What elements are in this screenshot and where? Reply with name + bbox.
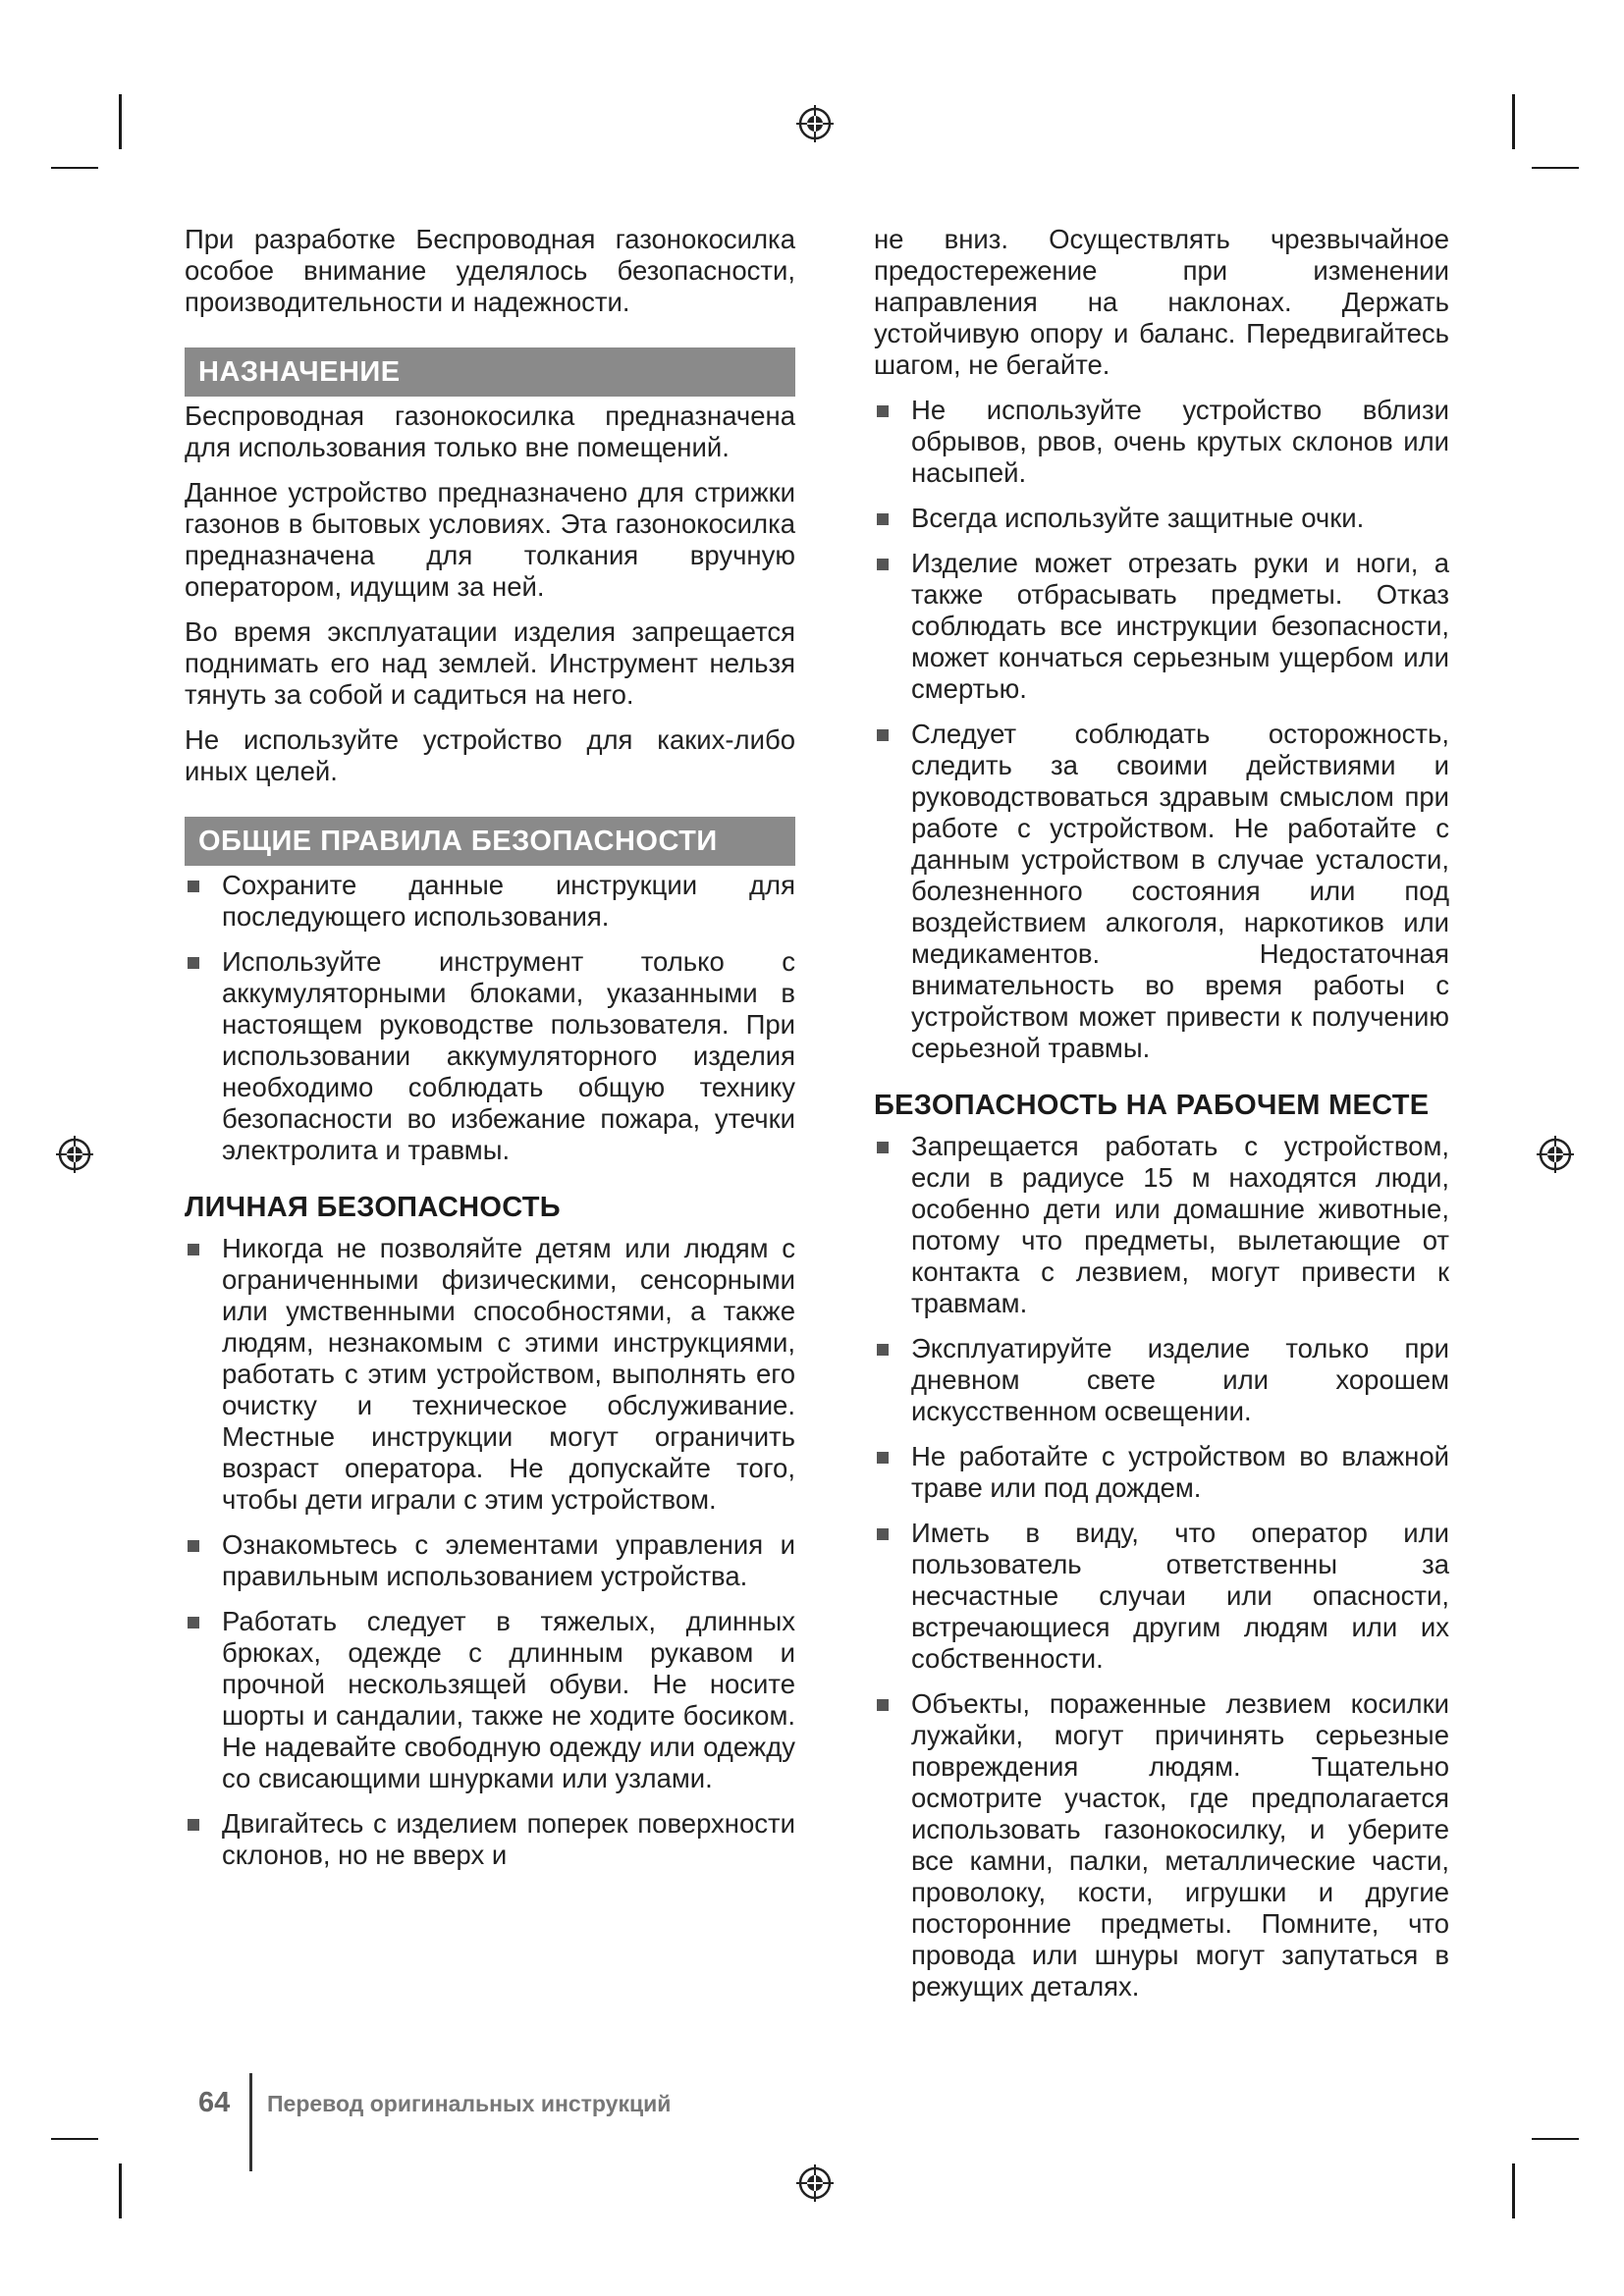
list-item-text: Используйте инструмент только с аккумуляторными блоками, указанными в настоящем руководстве пользователя. При использовании аккумуляторного изделия необходимо соблюдать общую технику безопасности во избежание пожара, утечки электролита и травмы. xyxy=(222,946,795,1165)
intro-paragraph: При разработке Беспроводная газонокосилка особое внимание уделялось безопасности, производительности и надежности. xyxy=(185,224,795,317)
list-item xyxy=(185,1606,795,1794)
square-bullet-icon xyxy=(188,957,199,969)
square-bullet-icon xyxy=(188,1244,199,1255)
purpose-paragraph: Во время эксплуатации изделия запрещается поднимать его над землей. Инструмент нельзя тянуть за собой и садиться на него. xyxy=(185,616,795,710)
square-bullet-icon xyxy=(877,1344,889,1356)
list-item-text: Объекты, пораженные лезвием косилки лужайки, могут причинять серьезные повреждения людям. Тщательно осмотрите участок, где предполагается использовать газонокосилку, и уберите все камни, палки, металлические части, проволоку, кости, игрушки и другие посторонние предметы. Помните, что провода или шнуры могут запутаться в режущих деталях. xyxy=(911,1688,1449,2002)
list-item xyxy=(874,1333,1449,1427)
crop-mark xyxy=(1512,94,1515,149)
crop-mark xyxy=(51,2138,98,2140)
square-bullet-icon xyxy=(877,1528,889,1540)
personal-safety-list xyxy=(185,1233,795,1871)
list-item xyxy=(874,1131,1449,1319)
square-bullet-icon xyxy=(188,1540,199,1552)
list-item xyxy=(874,1518,1449,1675)
general-safety-list xyxy=(185,870,795,1166)
square-bullet-icon xyxy=(877,1142,889,1153)
crop-mark xyxy=(119,94,122,149)
registration-mark-icon xyxy=(795,104,835,143)
section-heading-general-safety: ОБЩИЕ ПРАВИЛА БЕЗОПАСНОСТИ xyxy=(185,817,795,866)
list-item xyxy=(185,870,795,933)
section-heading-personal-safety: ЛИЧНАЯ БЕЗОПАСНОСТЬ xyxy=(185,1192,561,1223)
right-column xyxy=(874,224,1449,2016)
left-column xyxy=(185,224,795,1885)
list-item xyxy=(185,1808,795,1871)
list-item-text: Изделие может отрезать руки и ноги, а также отбрасывать предметы. Отказ соблюдать все инструкции безопасности, может кончаться серьезным ущербом или смертью. xyxy=(911,548,1449,704)
list-item-text: Никогда не позволяйте детям или людям с ограниченными физическими, сенсорными или умственными способностями, а также людям, незнакомым с этими инструкциями, работать с этим устройством, выполнять его очистку и техническое обслуживание. Местные инструкции могут ограничить возраст оператора. Не допускайте того, чтобы дети играли с этим устройством. xyxy=(222,1233,795,1515)
list-item xyxy=(874,1441,1449,1504)
list-item xyxy=(874,503,1449,534)
list-item-text: Запрещается работать с устройством, если в радиусе 15 м находятся люди, особенно дети или домашние животные, потому что предметы, вылетающие от контакта с лезвием, могут привести к травмам. xyxy=(911,1131,1449,1318)
crop-mark xyxy=(51,167,98,169)
workplace-safety-list xyxy=(874,1131,1449,2002)
square-bullet-icon xyxy=(877,729,889,741)
section-heading-workplace-safety: БЕЗОПАСНОСТЬ НА РАБОЧЕМ МЕСТЕ xyxy=(874,1090,1430,1121)
footer-title: Перевод оригинальных инструкций xyxy=(267,2091,672,2116)
registration-mark-icon xyxy=(795,2163,835,2203)
crop-mark xyxy=(119,2163,122,2218)
list-item xyxy=(874,395,1449,489)
purpose-paragraph: Не используйте устройство для каких-либо иных целей. xyxy=(185,724,795,786)
purpose-paragraph: Беспроводная газонокосилка предназначена для использования только вне помещений. xyxy=(185,400,795,462)
continued-paragraph: не вниз. Осуществлять чрезвычайное предостережение при изменении направления на наклонах. Держать устойчивую опору и баланс. Передвигайтесь шагом, не бегайте. xyxy=(874,224,1449,380)
list-item xyxy=(185,1529,795,1592)
crop-mark xyxy=(1512,2163,1515,2218)
list-item-text: Не работайте с устройством во влажной траве или под дождем. xyxy=(911,1441,1449,1503)
list-item xyxy=(185,946,795,1166)
section-heading-purpose: НАЗНАЧЕНИЕ xyxy=(185,347,795,397)
crop-mark xyxy=(1532,167,1579,169)
registration-mark-icon xyxy=(55,1135,94,1174)
page-number: 64 xyxy=(198,2087,231,2118)
personal-safety-list-continued xyxy=(874,395,1449,1064)
footer-divider xyxy=(249,2073,252,2171)
square-bullet-icon xyxy=(877,1452,889,1464)
list-item-text: Работать следует в тяжелых, длинных брюках, одежде с длинным рукавом и прочной нескользящей обуви. Не носите шорты и сандалии, также не ходите босиком. Не надевайте свободную одежду или одежду со свисающими шнурками или узлами. xyxy=(222,1606,795,1793)
list-item-text: Не используйте устройство вблизи обрывов, рвов, очень крутых склонов или насыпей. xyxy=(911,395,1449,488)
square-bullet-icon xyxy=(877,559,889,570)
list-item-text: Ознакомьтесь с элементами управления и правильным использованием устройства. xyxy=(222,1529,795,1591)
list-item-text: Сохраните данные инструкции для последующего использования. xyxy=(222,870,795,932)
square-bullet-icon xyxy=(877,513,889,525)
list-item xyxy=(185,1233,795,1516)
list-item-text: Эксплуатируйте изделие только при дневном свете или хорошем искусственном освещении. xyxy=(911,1333,1449,1426)
list-item xyxy=(874,1688,1449,2002)
list-item xyxy=(874,548,1449,705)
list-item-text: Всегда используйте защитные очки. xyxy=(911,503,1365,533)
list-item xyxy=(874,719,1449,1064)
crop-mark xyxy=(1532,2138,1579,2140)
list-item-text: Следует соблюдать осторожность, следить за своими действиями и руководствоваться здравым смыслом при работе с устройством. Не работайте с данным устройством в случае усталости, болезненного состояния или под воздействием алкоголя, наркотиков или медикаментов. Недостаточная внимательность во время работы с устройством может привести к получению серьезной травмы. xyxy=(911,719,1449,1063)
list-item-text: Двигайтесь с изделием поперек поверхности склонов, но не вверх и xyxy=(222,1808,795,1870)
square-bullet-icon xyxy=(188,881,199,892)
list-item-text: Иметь в виду, что оператор или пользователь ответственны за несчастные случаи или опасности, встречающиеся другим людям или их собственности. xyxy=(911,1518,1449,1674)
square-bullet-icon xyxy=(877,405,889,417)
square-bullet-icon xyxy=(188,1617,199,1629)
registration-mark-icon xyxy=(1536,1135,1575,1174)
square-bullet-icon xyxy=(877,1699,889,1711)
purpose-paragraph: Данное устройство предназначено для стрижки газонов в бытовых условиях. Эта газонокосилка предназначена для толкания вручную оператором, идущим за ней. xyxy=(185,477,795,602)
square-bullet-icon xyxy=(188,1819,199,1831)
